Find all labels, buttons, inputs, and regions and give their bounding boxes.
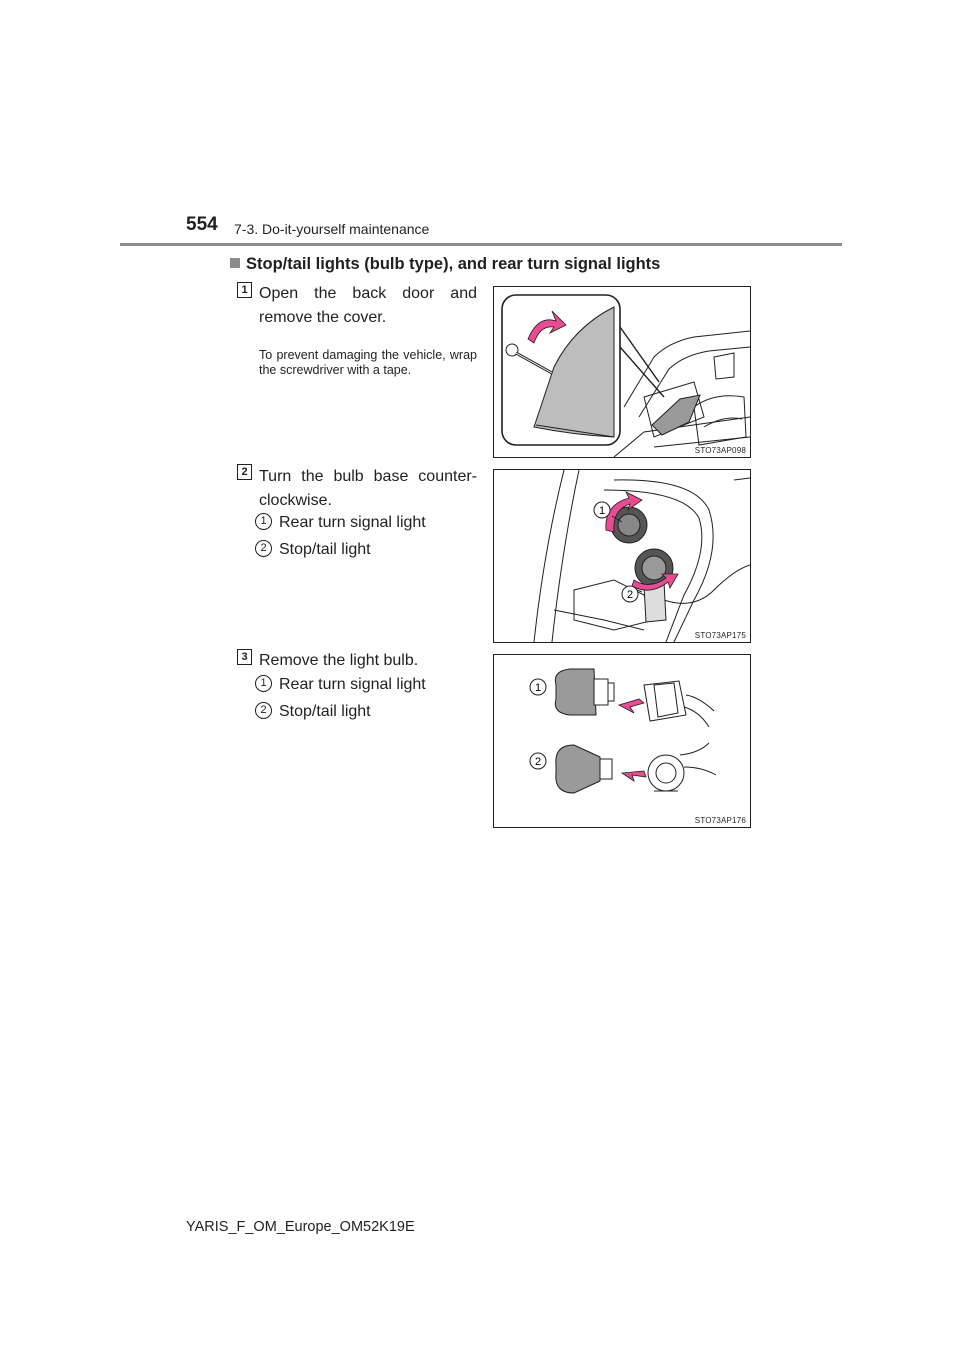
step-3-number: 3 — [237, 649, 252, 665]
figure-bulb-base — [493, 469, 751, 643]
step-2-item-2-label: Stop/tail light — [279, 541, 371, 558]
step-1-text: Open the back door and remove the cover. — [259, 285, 477, 326]
figure-code: STO73AP176 — [694, 816, 746, 825]
callout-1: 1 — [598, 505, 606, 517]
subsection-heading — [230, 255, 660, 274]
heading-text: Stop/tail lights (bulb type), and rear turn signal lights — [246, 255, 661, 273]
step-2-number: 2 — [237, 464, 252, 480]
step-2-item-1-number: 1 — [255, 513, 272, 530]
figure-code: STO73AP098 — [694, 446, 746, 455]
step-3-item-2-label: Stop/tail light — [279, 703, 371, 720]
callout-1: 1 — [534, 682, 542, 694]
turn-signal-bulb-icon — [555, 669, 614, 715]
step-2-text: Turn the bulb base counter-clockwise. — [259, 468, 477, 509]
step-2-item-1-label: Rear turn signal light — [279, 514, 426, 531]
heading-square-icon — [230, 258, 240, 268]
step-3-item-1-label: Rear turn signal light — [279, 676, 426, 693]
footer-document-id: YARIS_F_OM_Europe_OM52K19E — [186, 1219, 415, 1235]
callout-2: 2 — [626, 589, 634, 601]
section-title: 7-3. Do-it-yourself maintenance — [234, 221, 430, 237]
step-2-item-2-number: 2 — [255, 540, 272, 557]
light-bulb-illustration — [494, 655, 750, 827]
figure-code: STO73AP175 — [694, 631, 746, 640]
step-3-item-1-number: 1 — [255, 675, 272, 692]
page-number: 554 — [186, 214, 218, 235]
figure-remove-bulb — [493, 654, 751, 828]
back-door-illustration — [494, 287, 750, 457]
step-3-item-2-number: 2 — [255, 702, 272, 719]
figure-open-back-door — [493, 286, 751, 458]
stop-tail-bulb-icon — [556, 745, 612, 793]
header-rule — [120, 243, 842, 246]
tail-light-illustration — [494, 470, 750, 642]
callout-2: 2 — [534, 756, 542, 768]
step-1-number: 1 — [237, 282, 252, 298]
step-1-note: To prevent damaging the vehicle, wrap the screwdriver with a tape. — [259, 348, 477, 377]
step-3-text: Remove the light bulb. — [259, 652, 419, 669]
